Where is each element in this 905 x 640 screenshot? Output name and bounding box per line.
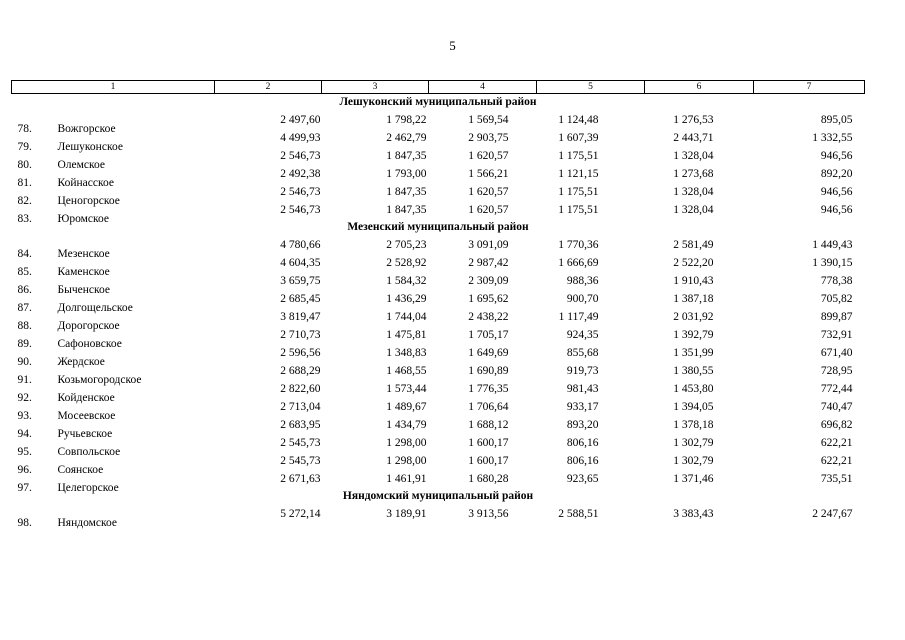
value-cell-col-2: 2 596,56 [280, 347, 321, 359]
settlement-cell [12, 362, 215, 386]
district-header-row [12, 94, 865, 112]
value-cell-col-6: 1 453,80 [673, 383, 714, 395]
row-number: 85. [17, 266, 32, 278]
value-cell-col-3: 1 489,67 [386, 401, 427, 413]
settlement-cell [12, 272, 215, 296]
settlement-name: Жердское [57, 356, 105, 368]
value-cell-col-7: 946,56 [820, 186, 853, 198]
row-number: 94. [17, 428, 32, 440]
value-cell-col-4: 1 620,57 [468, 204, 509, 216]
value-cell-col-6: 1 328,04 [673, 150, 714, 162]
value-cell-col-2: 2 497,60 [280, 114, 321, 126]
value-cell-col-4: 1 776,35 [468, 383, 509, 395]
row-number: 87. [17, 302, 32, 314]
data-table-container [11, 80, 864, 529]
table-row [12, 434, 865, 452]
value-cell-col-6: 2 443,71 [673, 132, 714, 144]
value-cell-col-2: 3 819,47 [280, 311, 321, 323]
value-cell-col-2: 2 688,29 [280, 365, 321, 377]
value-cell-col-4: 1 569,54 [468, 114, 509, 126]
value-cell-col-2: 2 710,73 [280, 329, 321, 341]
value-cell-col-5: 806,16 [566, 455, 599, 467]
value-cell-col-3: 1 573,44 [386, 383, 427, 395]
table-row [12, 344, 865, 362]
value-cell-col-2: 2 683,95 [280, 419, 321, 431]
value-cell-col-5: 893,20 [566, 419, 599, 431]
value-cell-col-4: 2 309,09 [468, 275, 509, 287]
value-cell-col-4: 1 600,17 [468, 437, 509, 449]
value-cell-col-2: 4 604,35 [280, 257, 321, 269]
table-row [12, 254, 865, 272]
table-row [12, 505, 865, 523]
table-row [12, 236, 865, 254]
value-cell-col-7: 732,91 [820, 329, 853, 341]
value-cell-col-2: 2 545,73 [280, 437, 321, 449]
table-row [12, 362, 865, 380]
value-cell-col-7: 696,82 [820, 419, 853, 431]
settlement-cell [12, 344, 215, 368]
value-cell-col-5: 1 117,49 [558, 311, 599, 323]
value-cell-col-2: 2 545,73 [280, 455, 321, 467]
data-table [11, 80, 865, 529]
value-cell-col-6: 2 581,49 [673, 239, 714, 251]
value-cell-col-2: 3 659,75 [280, 275, 321, 287]
column-header: 6 [645, 81, 754, 94]
value-cell-col-6: 1 351,99 [673, 347, 714, 359]
row-number: 92. [17, 392, 32, 404]
value-cell-col-7: 772,44 [820, 383, 853, 395]
value-cell-col-3: 2 705,23 [386, 239, 427, 251]
value-cell-col-5: 2 588,51 [558, 508, 599, 520]
row-number: 80. [17, 159, 32, 171]
table-row [12, 183, 865, 201]
value-cell-col-2: 2 546,73 [280, 204, 321, 216]
table-row [12, 111, 865, 129]
table-row [12, 272, 865, 290]
value-cell-col-7: 778,38 [820, 275, 853, 287]
value-cell-col-3: 1 436,29 [386, 293, 427, 305]
value-cell-col-7: 946,56 [820, 204, 853, 216]
value-cell-col-3: 1 847,35 [386, 150, 427, 162]
value-cell-col-4: 1 690,89 [468, 365, 509, 377]
settlement-name: Каменское [57, 266, 110, 278]
value-cell-col-7: 622,21 [820, 437, 853, 449]
settlement-name: Койнасское [57, 177, 114, 189]
value-cell-col-4: 1 566,21 [468, 168, 509, 180]
settlement-cell [12, 434, 215, 458]
column-header: 4 [429, 81, 537, 94]
settlement-cell [12, 398, 215, 422]
value-cell-col-5: 919,73 [566, 365, 599, 377]
value-cell-col-3: 1 298,00 [386, 455, 427, 467]
value-cell-col-4: 3 091,09 [468, 239, 509, 251]
value-cell-col-5: 1 607,39 [558, 132, 599, 144]
value-cell-col-3: 2 528,92 [386, 257, 427, 269]
value-cell-col-3: 2 462,79 [386, 132, 427, 144]
value-cell-col-5: 1 770,36 [558, 239, 599, 251]
settlement-name: Юромское [57, 213, 109, 225]
settlement-cell [12, 129, 215, 153]
value-cell-col-6: 1 392,79 [673, 329, 714, 341]
row-number: 82. [17, 195, 32, 207]
settlement-name: Ценогорское [57, 195, 120, 207]
value-cell-col-2: 4 780,66 [280, 239, 321, 251]
page-number: 5 [449, 38, 456, 53]
settlement-cell [12, 452, 215, 476]
table-row [12, 470, 865, 488]
table-row [12, 147, 865, 165]
settlement-cell [12, 308, 215, 332]
value-cell-col-7: 622,21 [820, 455, 853, 467]
value-cell-col-4: 1 649,69 [468, 347, 509, 359]
settlement-name: Няндомское [57, 517, 118, 529]
value-cell-col-7: 2 247,67 [812, 508, 853, 520]
value-cell-col-5: 1 121,15 [558, 168, 599, 180]
row-number: 83. [17, 213, 32, 225]
settlement-cell [12, 326, 215, 350]
value-cell-col-6: 1 302,79 [673, 455, 714, 467]
value-cell-col-7: 895,05 [820, 114, 853, 126]
value-cell-col-3: 1 434,79 [386, 419, 427, 431]
value-cell-col-4: 1 600,17 [468, 455, 509, 467]
value-cell-col-4: 3 913,56 [468, 508, 509, 520]
table-body [12, 94, 865, 529]
settlement-name: Совпольское [57, 446, 121, 458]
settlement-name: Целегорское [57, 482, 119, 494]
value-cell-col-6: 1 371,46 [673, 473, 714, 485]
value-cell-col-6: 1 387,18 [673, 293, 714, 305]
value-cell-col-3: 1 348,83 [386, 347, 427, 359]
district-title: Лешуконский муниципальный район [339, 96, 537, 108]
value-cell-col-6: 1 302,79 [673, 437, 714, 449]
value-cell-col-6: 1 380,55 [673, 365, 714, 377]
value-cell-col-2: 2 671,63 [280, 473, 321, 485]
settlement-cell [12, 416, 215, 440]
row-number: 96. [17, 464, 32, 476]
value-cell-col-3: 1 475,81 [386, 329, 427, 341]
settlement-cell [12, 183, 215, 207]
table-row [12, 452, 865, 470]
value-cell-col-3: 1 461,91 [386, 473, 427, 485]
value-cell-col-4: 2 438,22 [468, 311, 509, 323]
table-row [12, 290, 865, 308]
table-row [12, 129, 865, 147]
district-title: Няндомский муниципальный район [342, 490, 534, 502]
row-number: 89. [17, 338, 32, 350]
settlement-cell [12, 111, 215, 135]
value-cell-col-4: 1 620,57 [468, 186, 509, 198]
column-header: 3 [322, 81, 429, 94]
table-row [12, 398, 865, 416]
district-header-row [12, 219, 865, 236]
value-cell-col-6: 1 273,68 [673, 168, 714, 180]
settlement-cell [12, 254, 215, 278]
value-cell-col-5: 923,65 [566, 473, 599, 485]
row-number: 97. [17, 482, 32, 494]
value-cell-col-7: 735,51 [820, 473, 853, 485]
settlement-cell [12, 201, 215, 225]
value-cell-col-2: 2 546,73 [280, 186, 321, 198]
row-number: 84. [17, 248, 32, 260]
value-cell-col-2: 2 492,38 [280, 168, 321, 180]
table-row [12, 201, 865, 219]
value-cell-col-7: 740,47 [820, 401, 853, 413]
table-row [12, 416, 865, 434]
value-cell-col-4: 2 987,42 [468, 257, 509, 269]
table-header [12, 81, 865, 94]
settlement-cell [12, 470, 215, 494]
value-cell-col-4: 1 620,57 [468, 150, 509, 162]
settlement-name: Соянское [57, 464, 104, 476]
settlement-name: Козьмогородское [57, 374, 142, 386]
value-cell-col-5: 1 175,51 [558, 204, 599, 216]
value-cell-col-4: 1 680,28 [468, 473, 509, 485]
value-cell-col-5: 806,16 [566, 437, 599, 449]
district-title: Мезенский муниципальный район [347, 221, 529, 233]
column-header: 7 [754, 81, 865, 94]
settlement-name: Мосеевское [57, 410, 116, 422]
settlement-name: Дорогорское [57, 320, 120, 332]
settlement-name: Быченское [57, 284, 110, 296]
row-number: 98. [17, 517, 32, 529]
row-number: 93. [17, 410, 32, 422]
value-cell-col-5: 924,35 [566, 329, 599, 341]
value-cell-col-3: 1 468,55 [386, 365, 427, 377]
value-cell-col-7: 671,40 [820, 347, 853, 359]
value-cell-col-6: 1 378,18 [673, 419, 714, 431]
district-header-row [12, 488, 865, 505]
value-cell-col-2: 2 546,73 [280, 150, 321, 162]
value-cell-col-2: 2 713,04 [280, 401, 321, 413]
value-cell-col-6: 1 910,43 [673, 275, 714, 287]
settlement-cell [12, 236, 215, 260]
value-cell-col-3: 1 298,00 [386, 437, 427, 449]
value-cell-col-7: 1 332,55 [812, 132, 853, 144]
column-header: 2 [215, 81, 322, 94]
value-cell-col-2: 5 272,14 [280, 508, 321, 520]
settlement-name: Вожгорское [57, 123, 116, 135]
value-cell-col-2: 2 685,45 [280, 293, 321, 305]
value-cell-col-6: 1 328,04 [673, 204, 714, 216]
value-cell-col-6: 1 276,53 [673, 114, 714, 126]
value-cell-col-6: 1 394,05 [673, 401, 714, 413]
value-cell-col-6: 2 031,92 [673, 311, 714, 323]
value-cell-col-5: 900,70 [566, 293, 599, 305]
value-cell-col-3: 1 798,22 [386, 114, 427, 126]
value-cell-col-4: 2 903,75 [468, 132, 509, 144]
value-cell-col-5: 981,43 [566, 383, 599, 395]
row-number: 79. [17, 141, 32, 153]
value-cell-col-3: 1 847,35 [386, 204, 427, 216]
value-cell-col-7: 1 449,43 [812, 239, 853, 251]
value-cell-col-7: 728,95 [820, 365, 853, 377]
value-cell-col-3: 1 744,04 [386, 311, 427, 323]
settlement-cell [12, 290, 215, 314]
table-row [12, 326, 865, 344]
value-cell-col-5: 988,36 [566, 275, 599, 287]
settlement-name: Ручьевское [57, 428, 113, 440]
row-number: 78. [17, 123, 32, 135]
value-cell-col-3: 1 793,00 [386, 168, 427, 180]
value-cell-col-6: 1 328,04 [673, 186, 714, 198]
settlement-name: Койденское [57, 392, 115, 404]
settlement-name: Долгощельское [57, 302, 133, 314]
settlement-cell [12, 165, 215, 189]
value-cell-col-3: 3 189,91 [386, 508, 427, 520]
settlement-name: Мезенское [57, 248, 110, 260]
row-number: 81. [17, 177, 32, 189]
value-cell-col-3: 1 584,32 [386, 275, 427, 287]
settlement-cell [12, 380, 215, 404]
value-cell-col-6: 2 522,20 [673, 257, 714, 269]
value-cell-col-3: 1 847,35 [386, 186, 427, 198]
value-cell-col-4: 1 688,12 [468, 419, 509, 431]
value-cell-col-5: 1 175,51 [558, 186, 599, 198]
value-cell-col-4: 1 705,17 [468, 329, 509, 341]
settlement-name: Сафоновское [57, 338, 122, 350]
row-number: 88. [17, 320, 32, 332]
value-cell-col-7: 946,56 [820, 150, 853, 162]
value-cell-col-5: 1 666,69 [558, 257, 599, 269]
column-header: 1 [12, 81, 215, 94]
table-row [12, 165, 865, 183]
value-cell-col-4: 1 706,64 [468, 401, 509, 413]
value-cell-col-5: 1 124,48 [558, 114, 599, 126]
value-cell-col-7: 705,82 [820, 293, 853, 305]
row-number: 90. [17, 356, 32, 368]
value-cell-col-5: 855,68 [566, 347, 599, 359]
value-cell-col-5: 933,17 [566, 401, 599, 413]
row-number: 86. [17, 284, 32, 296]
settlement-name: Олемское [57, 159, 106, 171]
settlement-name: Лешуконское [57, 141, 123, 153]
row-number: 95. [17, 446, 32, 458]
row-number: 91. [17, 374, 32, 386]
column-header: 5 [537, 81, 645, 94]
value-cell-col-7: 1 390,15 [812, 257, 853, 269]
table-row [12, 380, 865, 398]
settlement-cell [12, 505, 215, 529]
value-cell-col-4: 1 695,62 [468, 293, 509, 305]
value-cell-col-7: 892,20 [820, 168, 853, 180]
settlement-cell [12, 147, 215, 171]
column-number-row [12, 81, 865, 94]
table-row [12, 308, 865, 326]
value-cell-col-6: 3 383,43 [673, 508, 714, 520]
value-cell-col-5: 1 175,51 [558, 150, 599, 162]
value-cell-col-2: 2 822,60 [280, 383, 321, 395]
value-cell-col-2: 4 499,93 [280, 132, 321, 144]
value-cell-col-7: 899,87 [820, 311, 853, 323]
